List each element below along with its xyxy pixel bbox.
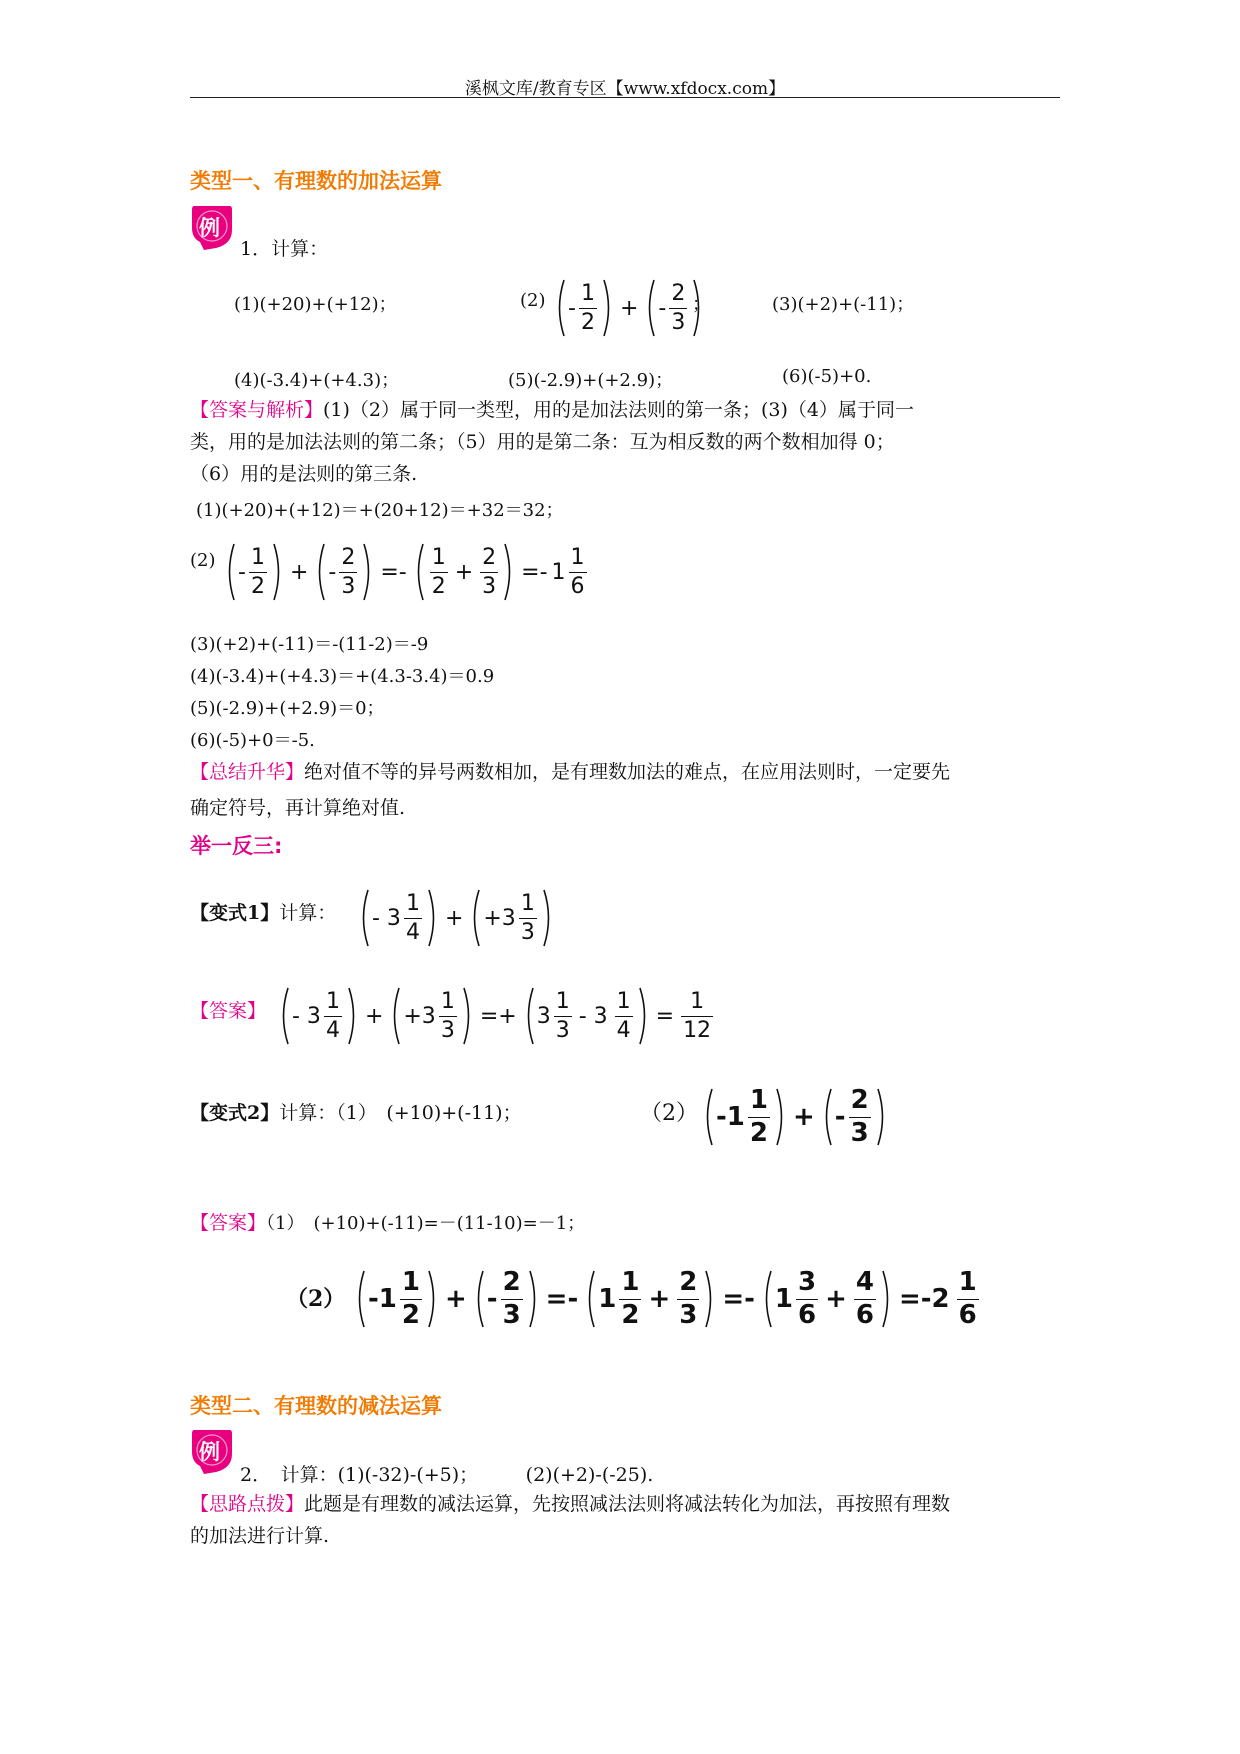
fraction [748,1087,770,1147]
numerator: 4 [855,1267,874,1298]
fraction [854,1269,876,1329]
left-paren [473,1266,485,1332]
math-term: -1 [716,1102,745,1132]
fraction [849,1087,871,1147]
math-operator: =- [545,1284,579,1314]
variant-1-answer-tag: 【答案】 [190,1000,267,1022]
math-operator: =- [722,1284,755,1314]
fraction [681,990,713,1041]
variant-2-answer-expression [352,1266,982,1332]
fraction [480,546,498,597]
denominator: 2 [749,1117,768,1148]
analysis-line-2: 类，用的是加法法则的第二条；（5）用的是第二条：互为相反数的两个数相加得 0； [190,431,895,453]
fraction [404,892,422,943]
denominator: 6 [570,573,585,599]
page-header: 溪枫文库/教育专区【www.xfdocx.com】 [464,79,786,99]
practice-title: 举一反三: [190,834,283,858]
denominator: 3 [440,1017,455,1043]
fraction [430,546,448,597]
summary-text: 绝对值不等的异号两数相加，是有理数加法的难点，在应用法则时，一定要先 [304,761,951,783]
fraction [249,546,267,597]
math-term: 3 [536,1003,551,1029]
left-paren [354,1266,366,1332]
denominator: 3 [671,309,686,335]
left-paren [389,986,401,1046]
variant-1-prompt: 计算： [279,902,337,924]
example-1-part-2-label: (2) [520,290,546,311]
example-1-part-6: (6)(-5)+0. [782,366,872,387]
numerator: 1 [570,545,585,571]
variant-2-part-2-label: （2） [640,1101,698,1126]
denominator: 4 [325,1017,340,1043]
solution-1: (1)(+20)+(+12)＝+(20+12)＝+32＝32； [196,500,564,521]
numerator: 1 [555,989,570,1015]
fraction [677,1269,699,1329]
fraction [619,1269,641,1329]
fraction [554,990,572,1041]
math-operator: + [454,559,474,585]
example-1-part-2-expression [552,278,706,338]
fraction [579,282,597,333]
math-operator: =-2 [898,1284,950,1314]
right-paren [528,1266,540,1332]
hint-line-2: 的加法进行计算. [190,1525,330,1547]
numerator: 1 [401,1267,420,1298]
math-term: +3 [403,1003,436,1029]
variant-1-expression [356,888,556,948]
denominator: 3 [850,1117,869,1148]
math-term: 1 [598,1284,617,1314]
math-operator: + [619,295,639,321]
numerator: 1 [616,989,631,1015]
denominator: 3 [482,573,497,599]
badge-label: 例 [199,1440,220,1464]
analysis-text: (1)（2）属于同一类型，用的是加法法则的第一条；(3)（4）属于同一 [323,399,915,421]
numerator: 1 [621,1267,640,1298]
math-term: +3 [483,905,516,931]
solution-6: (6)(-5)+0＝-5. [190,730,315,751]
example-1-part-5: (5)(-2.9)+(+2.9)； [508,370,674,391]
left-paren [554,278,566,338]
left-paren [224,542,236,602]
badge-label: 例 [199,216,220,240]
right-paren [704,1266,716,1332]
example-1-stem: 1．计算： [240,238,329,260]
math-term: -1 [368,1284,397,1314]
example-1-part-1: (1)(+20)+(+12)； [234,294,397,315]
math-operator: + [648,1284,671,1314]
solution-5: (5)(-2.9)+(+2.9)＝0； [190,698,385,719]
example-1-part-2-end: ； [692,294,710,315]
fraction [501,1269,523,1329]
numerator: 2 [850,1085,869,1116]
numerator: 1 [325,989,340,1015]
denominator: 6 [958,1299,977,1330]
summary-line-1 [190,756,950,788]
math-operator: =- [380,559,407,585]
math-operator: =+ [479,1003,517,1029]
math-operator: - 3 [578,1003,608,1029]
hint-line-1 [190,1488,950,1520]
right-paren [362,542,374,602]
left-paren [761,1266,773,1332]
left-paren [702,1084,714,1150]
right-paren [427,888,439,948]
variant-1-answer-expression [276,986,716,1046]
numerator: 1 [520,891,535,917]
math-term: 1 [551,559,566,585]
math-term: - [238,559,246,585]
denominator: 4 [405,919,420,945]
left-paren [523,986,535,1046]
denominator: 3 [341,573,356,599]
right-paren [272,542,284,602]
numerator: 3 [798,1267,817,1298]
variant-2-line [190,1098,522,1125]
left-paren [314,542,326,602]
summary-line-2: 确定符号，再计算绝对值. [190,797,406,819]
math-operator: =- [521,559,548,585]
math-term: - [834,1102,846,1132]
math-term: - 3 [292,1003,321,1029]
solution-2-expression [222,542,590,602]
right-paren [542,888,554,948]
solution-3: (3)(+2)+(-11)＝-(11-2)＝-9 [190,634,429,655]
denominator: 3 [679,1299,698,1330]
fraction [439,990,457,1041]
left-paren [469,888,481,948]
hint-tag: 【思路点拨】 [190,1493,305,1515]
analysis-line-1 [190,394,914,426]
fraction [400,1269,422,1329]
math-term: - [568,295,576,321]
denominator: 2 [621,1299,640,1330]
math-term: - [328,559,337,585]
analysis-tag: 【答案与解析】 [190,399,324,421]
numerator: 1 [958,1267,977,1298]
numerator: 1 [580,281,595,307]
math-operator: = [655,1003,675,1029]
example-1-part-4: (4)(-3.4)+(+4.3)； [234,370,400,391]
denominator: 3 [520,919,535,945]
right-paren [427,1266,439,1332]
fraction [339,546,357,597]
variant-2-answer-2-label: （2） [286,1286,346,1312]
variant-2-answer-line [190,1208,585,1235]
fraction [796,1269,818,1329]
denominator: 2 [401,1299,420,1330]
numerator: 2 [671,281,686,307]
numerator: 2 [502,1267,521,1298]
solution-4: (4)(-3.4)+(+4.3)＝+(4.3-3.4)＝0.9 [190,666,495,687]
right-paren [775,1084,787,1150]
right-paren [638,986,650,1046]
right-paren [503,542,515,602]
hint-text: 此题是有理数的减法运算，先按照减法法则将减法转化为加法，再按照有理数 [304,1493,951,1515]
fraction [957,1269,979,1329]
math-operator: + [289,559,309,585]
math-term: - [486,1284,498,1314]
example-2-stem: 2． 计算：(1)(-32)-(+5)； (2)(+2)-(-25). [240,1464,654,1486]
fraction [615,990,633,1041]
header-divider [190,97,1060,98]
left-paren [821,1084,833,1150]
right-paren [881,1266,893,1332]
denominator: 3 [555,1017,570,1043]
denominator: 3 [502,1299,521,1330]
summary-tag: 【总结升华】 [190,761,305,783]
numerator: 2 [679,1267,698,1298]
solution-2-label: (2) [190,550,216,571]
numerator: 2 [341,545,356,571]
denominator: 6 [855,1299,874,1330]
denominator: 2 [431,573,446,599]
variant-2-answer-tag: 【答案】 [190,1212,267,1234]
denominator: 12 [683,1017,712,1043]
example-badge-1 [190,204,234,254]
section-title-2: 类型二、有理数的减法运算 [190,1394,442,1418]
numerator: 1 [405,891,420,917]
numerator: 1 [431,545,446,571]
math-operator: + [792,1102,815,1132]
denominator: 2 [580,309,595,335]
right-paren [876,1084,888,1150]
numerator: 2 [482,545,497,571]
numerator: 1 [250,545,265,571]
fraction [519,892,537,943]
math-operator: + [444,905,464,931]
math-term: - 3 [372,905,401,931]
right-paren [462,986,474,1046]
right-paren [602,278,614,338]
variant-2-answer-1: （1） (+10)+(-11)=－(11-10)=－1； [266,1213,586,1234]
right-paren [347,986,359,1046]
variant-1-tag: 【变式1】 [190,902,280,924]
fraction [669,282,687,333]
denominator: 6 [798,1299,817,1330]
left-paren [413,542,425,602]
variant-1-line [190,898,336,925]
left-paren [584,1266,596,1332]
left-paren [644,278,656,338]
math-term: 1 [774,1284,793,1314]
numerator: 1 [440,989,455,1015]
section-title-1: 类型一、有理数的加法运算 [190,169,442,193]
math-operator: + [825,1284,847,1314]
variant-2-prompt: 计算：（1） (+10)+(-11)； [279,1102,522,1124]
numerator: 1 [690,989,705,1015]
variant-2-expression [700,1084,890,1150]
denominator: 4 [616,1017,631,1043]
denominator: 2 [250,573,265,599]
variant-2-tag: 【变式2】 [190,1102,280,1124]
numerator: 1 [749,1085,768,1116]
math-operator: + [364,1003,384,1029]
math-term: - [658,295,667,321]
left-paren [278,986,290,1046]
example-1-part-3: (3)(+2)+(-11)； [772,294,915,315]
math-operator: + [444,1284,467,1314]
fraction [324,990,342,1041]
example-badge-2 [190,1428,234,1478]
left-paren [358,888,370,948]
fraction [569,546,587,597]
analysis-line-3: （6）用的是法则的第三条. [190,463,418,485]
